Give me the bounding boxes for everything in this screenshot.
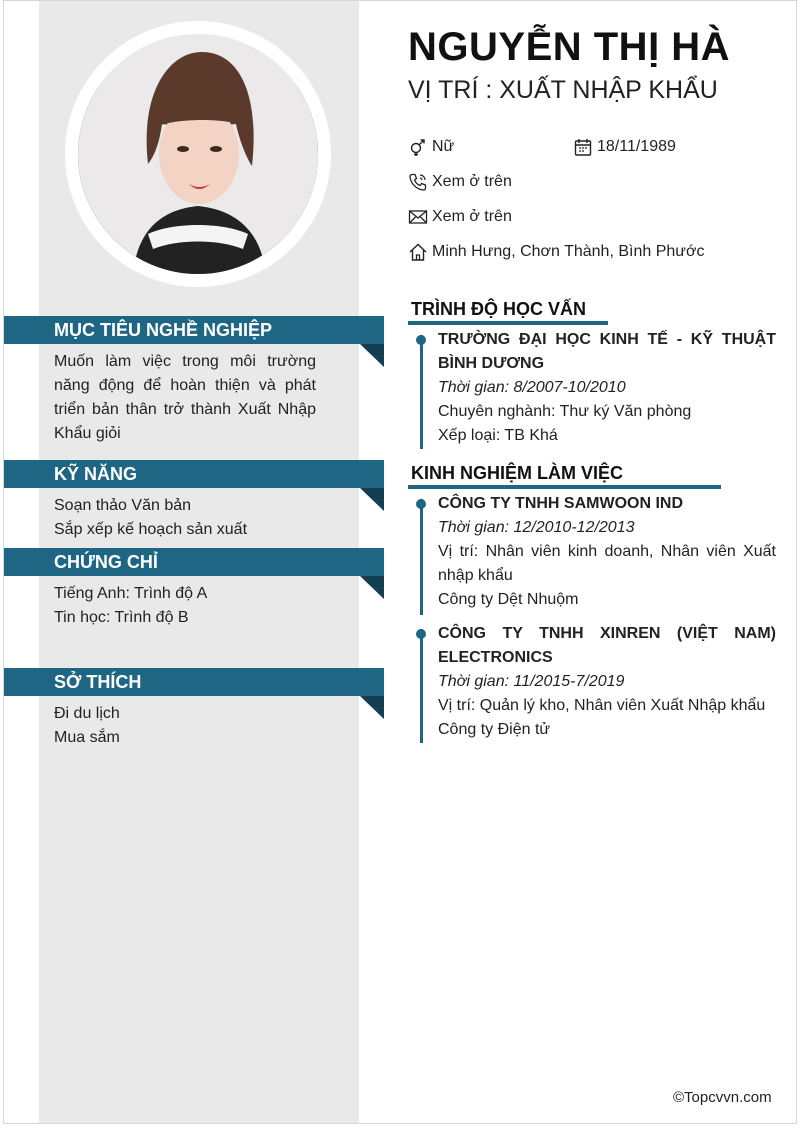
education-time: Thời gian: 8/2007-10/2010 xyxy=(438,379,626,396)
job-company: CÔNG TY TNHH XINREN (VIỆT NAM) ELECTRONICS xyxy=(438,625,776,666)
timeline-bar xyxy=(420,335,423,449)
address-value: Minh Hưng, Chơn Thành, Bình Phước xyxy=(432,243,705,260)
skills-section-title: KỸ NĂNG xyxy=(4,460,384,488)
education-section-title: TRÌNH ĐỘ HỌC VẤN xyxy=(411,299,586,319)
timeline-dot xyxy=(416,335,426,345)
section-fold-decoration xyxy=(360,696,384,719)
job-entry xyxy=(438,492,776,612)
timeline-dot xyxy=(416,629,426,639)
objective-text: Muốn làm việc trong môi trường năng động để hoàn thiện và phát triển bản thân trở thành Xuất Nhập Khẩu giỏi xyxy=(54,353,316,442)
timeline-dot xyxy=(416,499,426,509)
education-grade: Xếp loại: TB Khá xyxy=(438,427,558,444)
experience-section-title: KINH NGHIỆM LÀM VIỆC xyxy=(411,463,624,483)
section-fold-decoration xyxy=(360,344,384,367)
gender-value: Nữ xyxy=(432,138,455,155)
timeline-bar xyxy=(420,629,423,743)
skill-item: Sắp xếp kế hoạch sản xuất xyxy=(54,521,248,538)
hobby-item: Mua sắm xyxy=(54,729,120,746)
birthdate-info xyxy=(573,135,676,159)
skills-list xyxy=(54,494,316,542)
address-info xyxy=(408,240,704,264)
hobbies-list xyxy=(54,702,316,750)
job-entry xyxy=(438,622,776,742)
certificates-list xyxy=(54,582,316,630)
job-detail: Công ty Điện tử xyxy=(438,721,551,738)
home-icon xyxy=(408,242,428,262)
footer-credit: ©Topcvvn.com xyxy=(673,1089,772,1106)
gender-info xyxy=(408,135,454,159)
mail-icon xyxy=(408,207,428,227)
email-value: Xem ở trên xyxy=(432,208,512,225)
education-major: Chuyên nghành: Thư ký Văn phòng xyxy=(438,403,692,420)
timeline-bar xyxy=(420,499,423,615)
avatar xyxy=(78,34,318,274)
candidate-role: VỊ TRÍ : XUẤT NHẬP KHẨU xyxy=(408,76,718,104)
gender-icon xyxy=(408,137,428,157)
hobby-item: Đi du lịch xyxy=(54,705,120,722)
job-time: Thời gian: 11/2015-7/2019 xyxy=(438,673,625,690)
hobbies-section-title: SỞ THÍCH xyxy=(4,668,384,696)
job-time: Thời gian: 12/2010-12/2013 xyxy=(438,519,635,536)
education-underline xyxy=(408,321,608,325)
phone-info xyxy=(408,170,512,194)
section-fold-decoration xyxy=(360,576,384,599)
skill-item: Soạn thảo Văn bản xyxy=(54,497,192,514)
objective-section-title: MỤC TIÊU NGHỀ NGHIỆP xyxy=(4,316,384,344)
certificates-section-title: CHỨNG CHỈ xyxy=(4,548,384,576)
job-position: Vị trí: Nhân viên kinh doanh, Nhân viên Xuất nhập khẩu xyxy=(438,543,776,584)
candidate-name: NGUYỄN THỊ HÀ xyxy=(408,25,731,69)
phone-value: Xem ở trên xyxy=(432,173,512,190)
job-position: Vị trí: Quản lý kho, Nhân viên Xuất Nhập khẩu xyxy=(438,697,766,714)
email-info xyxy=(408,205,512,229)
birthdate-value: 18/11/1989 xyxy=(597,138,676,155)
job-detail: Công ty Dệt Nhuộm xyxy=(438,591,579,608)
calendar-icon xyxy=(573,137,593,157)
school-name: TRƯỜNG ĐẠI HỌC KINH TẾ - KỸ THUẬT BÌNH DƯƠNG xyxy=(438,331,776,372)
phone-icon xyxy=(408,172,428,192)
education-entry xyxy=(438,328,776,448)
certificate-item: Tiếng Anh: Trình độ A xyxy=(54,585,208,602)
section-fold-decoration xyxy=(360,488,384,511)
experience-underline xyxy=(408,485,721,489)
job-company: CÔNG TY TNHH SAMWOON IND xyxy=(438,495,684,512)
certificate-item: Tin học: Trình độ B xyxy=(54,609,189,626)
cv-page xyxy=(3,0,797,1124)
